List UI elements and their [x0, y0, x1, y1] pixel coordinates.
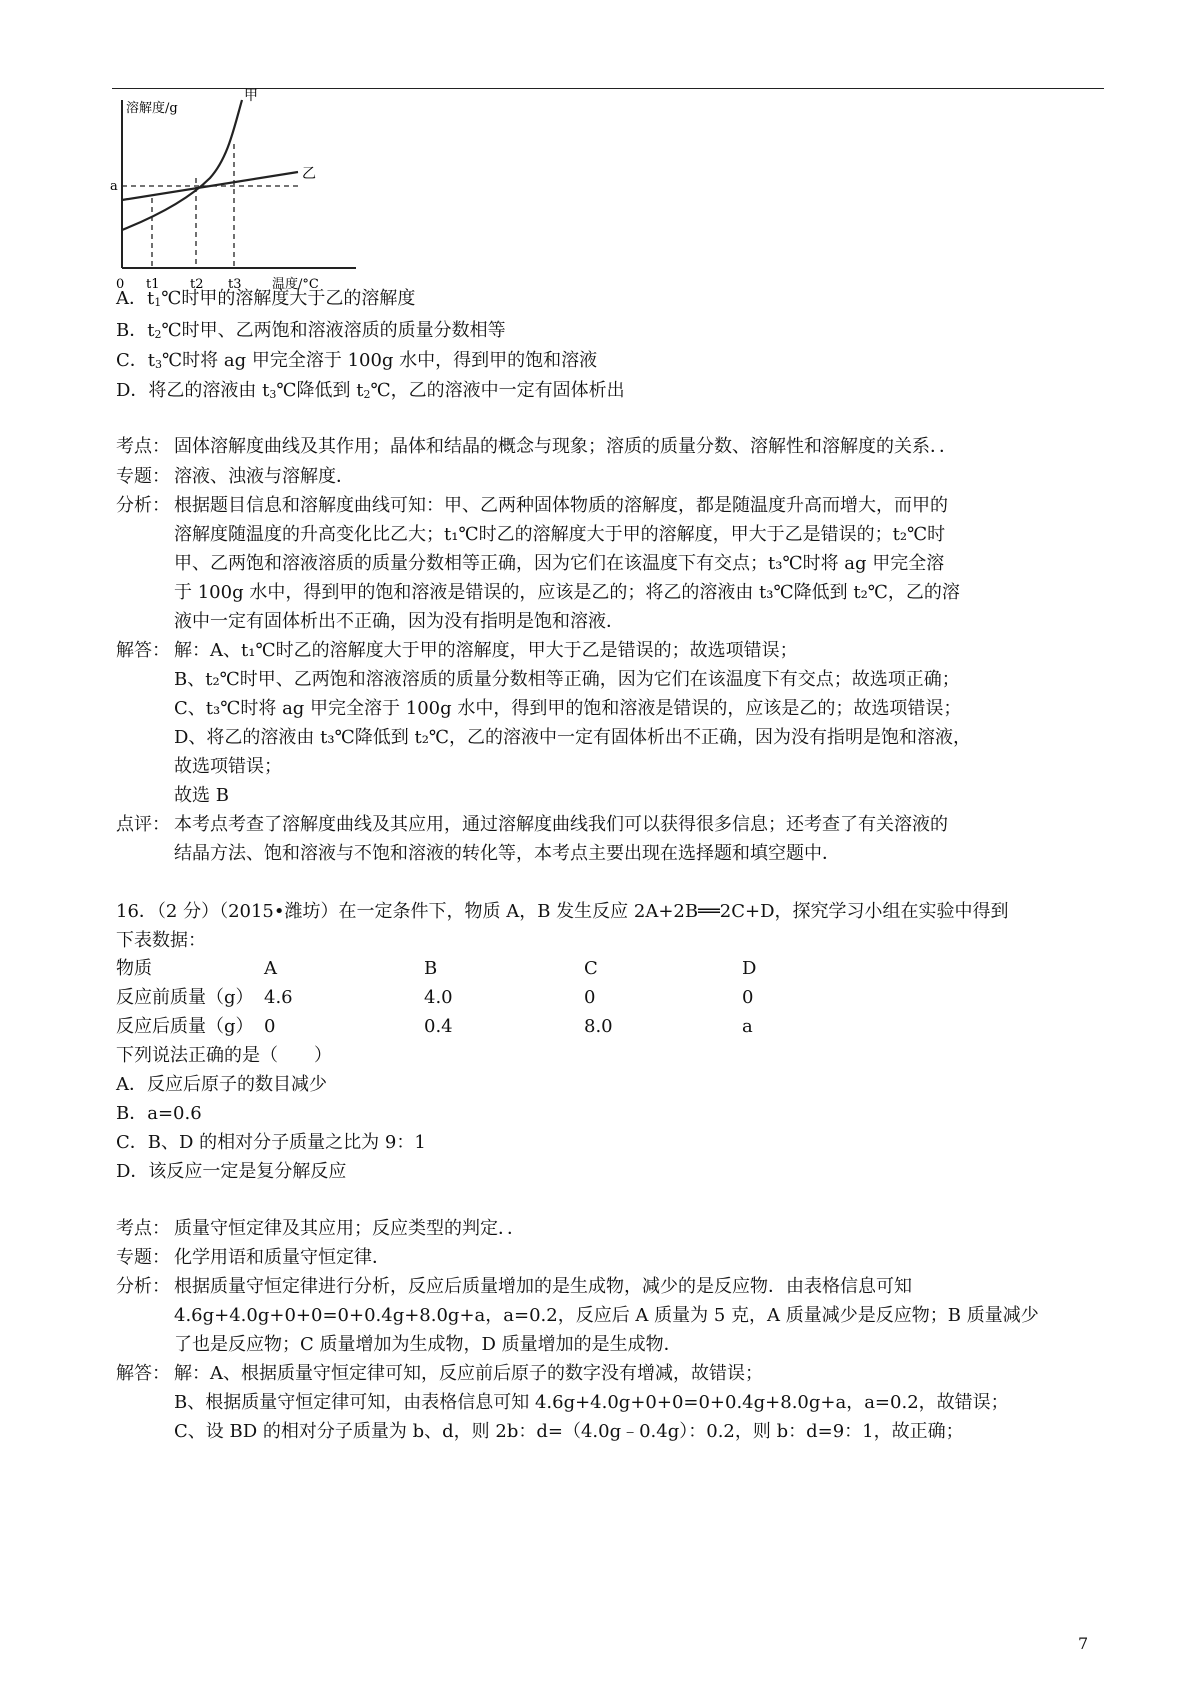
q16-fenxi-line: 了也是反应物；C 质量增加为生成物，D 质量增加的是生成物．	[174, 1334, 682, 1355]
q16-fenxi-line: 根据质量守恒定律进行分析，反应后质量增加的是生成物，减少的是反应物．由表格信息可知	[174, 1276, 912, 1297]
table-cell: D	[742, 958, 757, 979]
table-cell: 0	[264, 1016, 276, 1037]
q15-fenxi-line: 根据题目信息和溶解度曲线可知：甲、乙两种固体物质的溶解度，都是随温度升高而增大，而甲的	[174, 495, 948, 516]
q16-option-d: D．该反应一定是复分解反应	[116, 1161, 347, 1182]
q15-dianping-line: 结晶方法、饱和溶液与不饱和溶液的转化等，本考点主要出现在选择题和填空题中．	[174, 843, 840, 864]
page-number: 7	[1078, 1634, 1089, 1653]
q16-jieda-line: 解：A、根据质量守恒定律可知，反应前后原子的数字没有增减，故错误；	[174, 1363, 763, 1384]
q15-option-a: A．$t_1℃$时甲的溶解度大于乙的溶解度	[116, 288, 416, 309]
table-cell: 4.0	[424, 987, 453, 1008]
table-cell: 反应后质量（g）	[116, 1016, 254, 1037]
q15-option-b: B．$t_2℃$时甲、乙两饱和溶液溶质的质量分数相等	[116, 320, 506, 341]
q16-jieda-label: 解答：	[116, 1363, 170, 1384]
curve-yi-label: 乙	[302, 166, 316, 182]
q15-fenxi-line: 溶解度随温度的升高变化比乙大；t₁℃时乙的溶解度大于甲的溶解度，甲大于乙是错误的；t₂℃时	[174, 524, 946, 545]
curve-jia	[122, 100, 242, 230]
table-cell: 反应前质量（g）	[116, 987, 254, 1008]
q15-zhuanti: 溶液、浊液与溶解度．	[174, 466, 354, 487]
q15-jieda-line: 解：A、t₁℃时乙的溶解度大于甲的溶解度，甲大于乙是错误的；故选项错误；	[174, 640, 798, 661]
curve-yi	[122, 172, 298, 200]
q16-prompt: 下列说法正确的是（ ）	[116, 1045, 332, 1066]
curve-jia-label: 甲	[244, 88, 258, 104]
x-axis-label: 温度/°C	[272, 277, 319, 292]
table-cell: 0	[584, 987, 596, 1008]
q16-stem-2: 下表数据：	[116, 930, 206, 951]
q15-jieda-line: B、t₂℃时甲、乙两饱和溶液溶质的质量分数相等正确，因为它们在该温度下有交点；故选项正确；	[174, 669, 960, 690]
table-cell: C	[584, 958, 598, 979]
table-cell: A	[264, 958, 277, 979]
q15-kaodian-label: 考点：	[116, 436, 170, 457]
tick-t3: t3	[228, 277, 242, 292]
q15-jieda-line: C、t₃℃时将 ag 甲完全溶于 100g 水中，得到甲的饱和溶液是错误的，应该是乙的；故选项错误；	[174, 698, 962, 719]
origin-label: 0	[116, 277, 125, 292]
q15-fenxi-line: 于 100g 水中，得到甲的饱和溶液是错误的，应该是乙的；将乙的溶液由 t₃℃降低到 t₂℃，乙的溶	[174, 582, 960, 603]
top-rule	[112, 88, 1104, 89]
q16-jieda-line: C、设 BD 的相对分子质量为 b、d，则 2b：d=（4.0g﹣0.4g）：0.2，则 b：d=9：1，故正确；	[174, 1421, 964, 1442]
q15-jieda-line: D、将乙的溶液由 t₃℃降低到 t₂℃，乙的溶液中一定有固体析出不正确，因为没有指明是饱和溶液，	[174, 727, 972, 748]
q15-kaodian: 固体溶解度曲线及其作用；晶体和结晶的概念与现象；溶质的质量分数、溶解性和溶解度的关系．．	[174, 436, 957, 457]
q16-option-c: C．B、D 的相对分子质量之比为 9：1	[116, 1132, 426, 1153]
table-cell: a	[742, 1016, 753, 1037]
q15-dianping-line: 本考点考查了溶解度曲线及其应用，通过溶解度曲线我们可以获得很多信息；还考查了有关溶液的	[174, 814, 948, 835]
q15-jieda-label: 解答：	[116, 640, 170, 661]
q15-option-c: C．$t_3℃$时将 ag 甲完全溶于 100g 水中，得到甲的饱和溶液	[116, 350, 598, 371]
tick-t2: t2	[190, 277, 204, 292]
a-label: a	[110, 179, 118, 194]
q16-zhuanti-label: 专题：	[116, 1247, 170, 1268]
table-cell: 0	[742, 987, 754, 1008]
solubility-chart	[110, 88, 372, 300]
q16-fenxi-label: 分析：	[116, 1276, 170, 1297]
q15-fenxi-label: 分析：	[116, 495, 170, 516]
q16-zhuanti: 化学用语和质量守恒定律．	[174, 1247, 390, 1268]
q15-jieda-line: 故选 B	[174, 785, 229, 806]
q16-stem: 16．（2 分）（2015•潍坊）在一定条件下，物质 A，B 发生反应 2A+2B══2C+D，探究学习小组在实验中得到	[116, 901, 1009, 922]
q16-kaodian: 质量守恒定律及其应用；反应类型的判定．．	[174, 1218, 525, 1239]
q15-dianping-label: 点评：	[116, 814, 170, 835]
table-cell: 4.6	[264, 987, 293, 1008]
table-cell: B	[424, 958, 438, 979]
q16-option-b: B．a=0.6	[116, 1103, 202, 1124]
table-cell: 物质	[116, 958, 152, 979]
q16-kaodian-label: 考点：	[116, 1218, 170, 1239]
q15-option-d: D．将乙的溶液由 $t_3℃$降低到 $t_2℃$，乙的溶液中一定有固体析出	[116, 380, 625, 401]
tick-t1: t1	[146, 277, 160, 292]
q15-jieda-line: 故选项错误；	[174, 756, 282, 777]
table-cell: 8.0	[584, 1016, 613, 1037]
q16-option-a: A．反应后原子的数目减少	[116, 1074, 327, 1095]
q16-fenxi-line: 4.6g+4.0g+0+0=0+0.4g+8.0g+a，a=0.2，反应后 A 质量为 5 克，A 质量减少是反应物；B 质量减少	[174, 1305, 1039, 1326]
y-axis-label: 溶解度/g	[126, 101, 178, 116]
solubility-figure	[110, 88, 372, 300]
q15-fenxi-line: 液中一定有固体析出不正确，因为没有指明是饱和溶液．	[174, 611, 624, 632]
q15-fenxi-line: 甲、乙两饱和溶液溶质的质量分数相等正确，因为它们在该温度下有交点；t₃℃时将 ag 甲完全溶	[174, 553, 945, 574]
table-cell: 0.4	[424, 1016, 453, 1037]
q15-zhuanti-label: 专题：	[116, 466, 170, 487]
q16-jieda-line: B、根据质量守恒定律可知，由表格信息可知 4.6g+4.0g+0+0=0+0.4g+8.0g+a，a=0.2，故错误；	[174, 1392, 1009, 1413]
